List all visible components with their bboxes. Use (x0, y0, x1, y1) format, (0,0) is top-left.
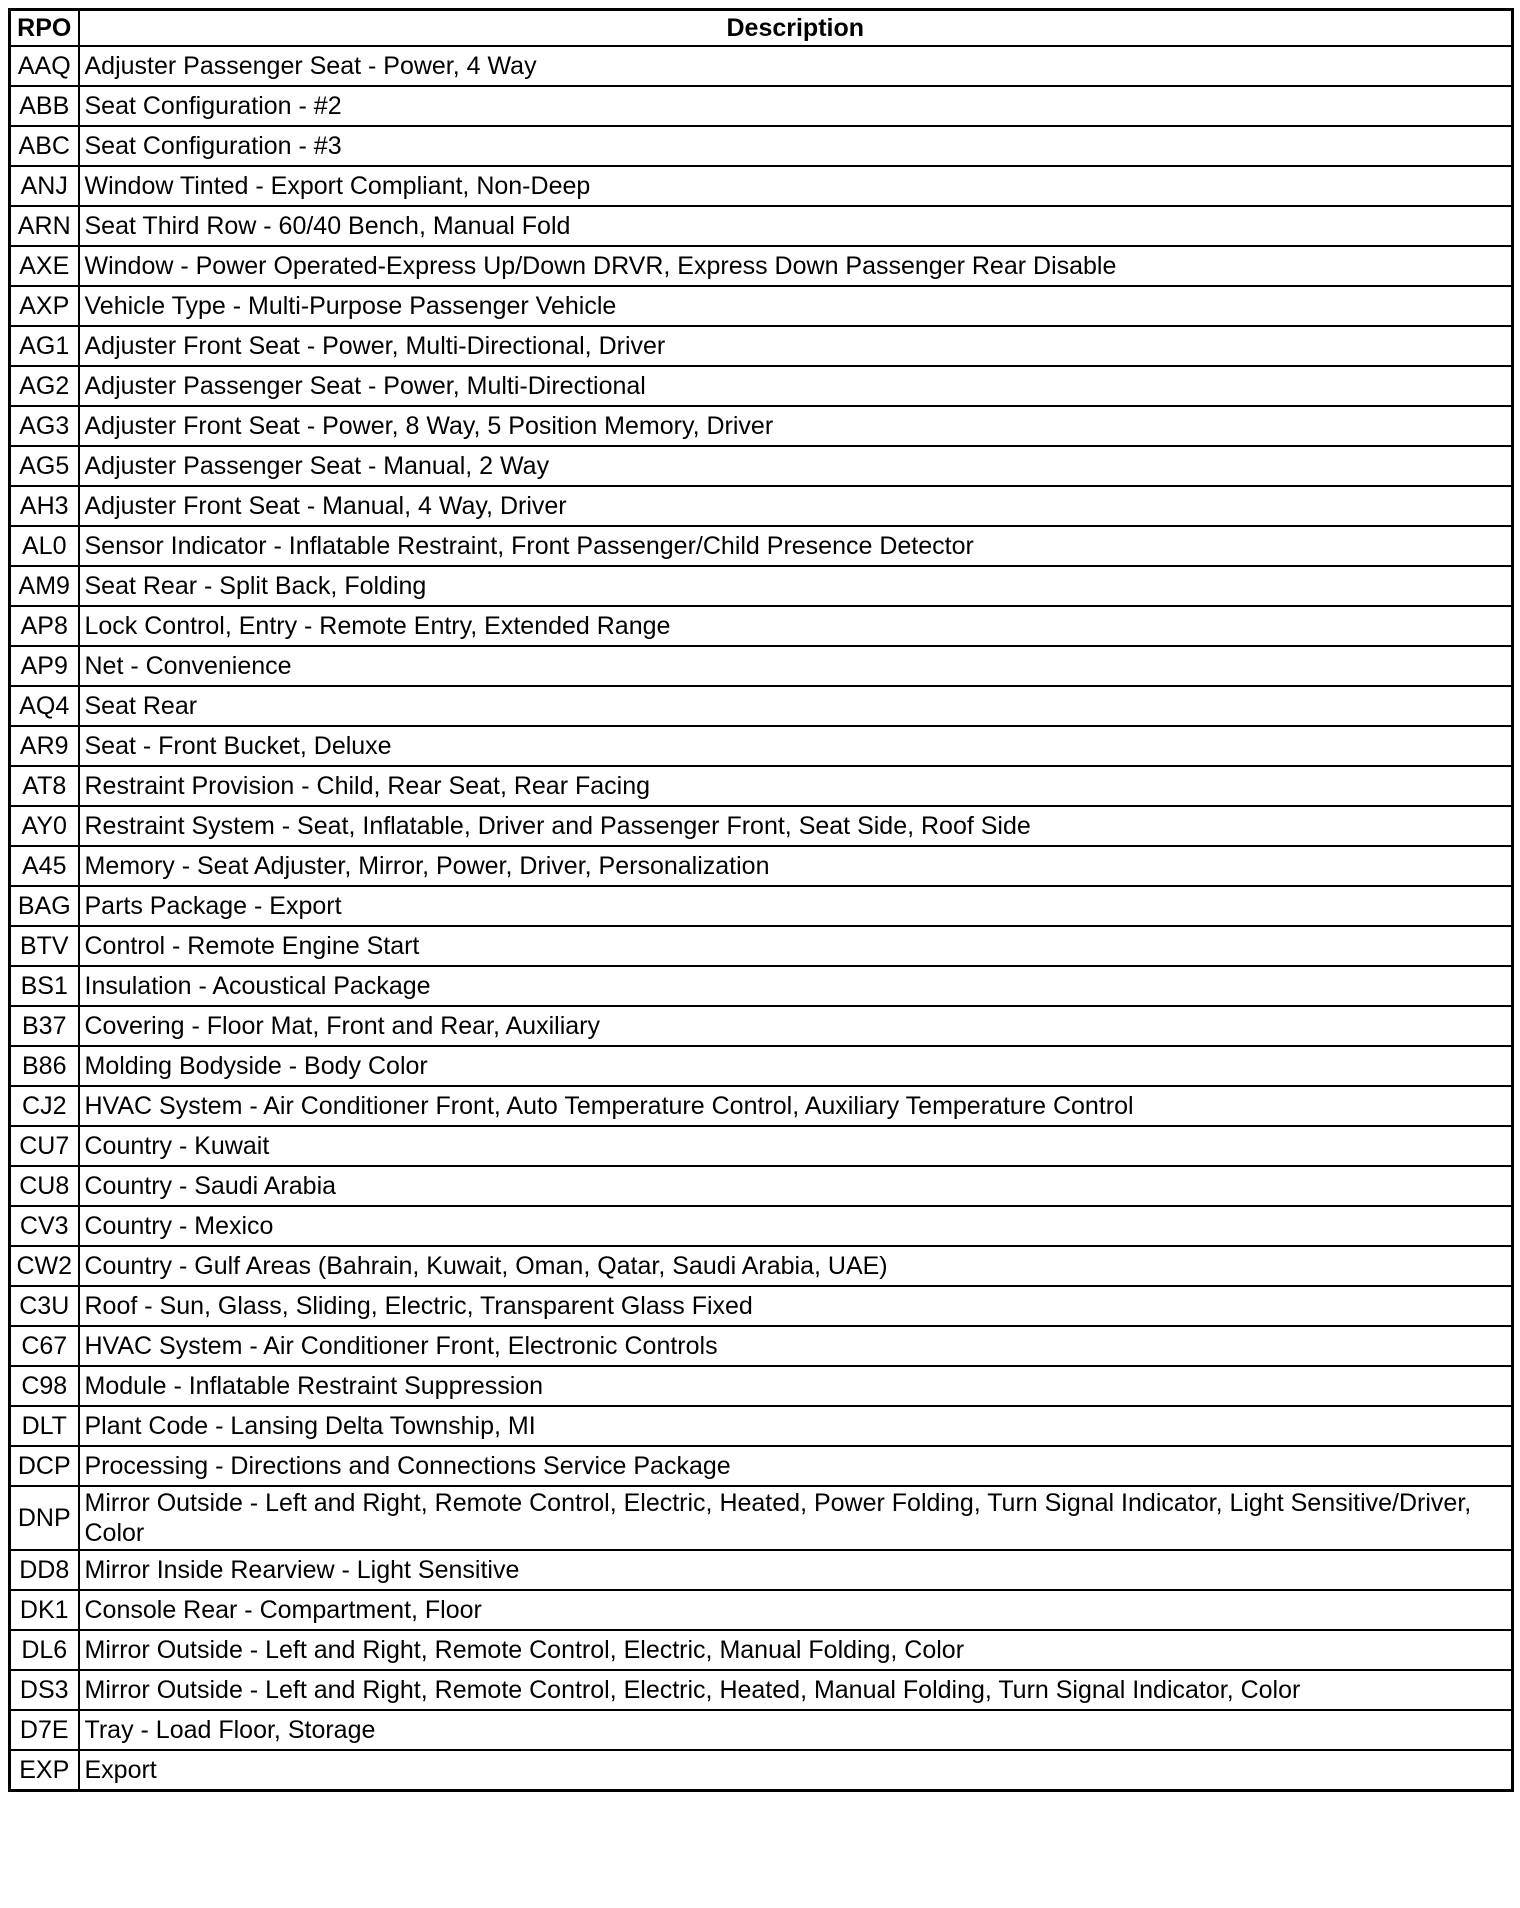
table-row (10, 46, 1513, 86)
table-row (10, 1086, 1513, 1126)
description-cell: Window - Power Operated-Express Up/Down DRVR, Express Down Passenger Rear Disable (79, 246, 1513, 286)
rpo-code-cell: CW2 (10, 1246, 79, 1286)
description-cell: Seat Third Row - 60/40 Bench, Manual Fold (79, 206, 1513, 246)
rpo-code-cell: AT8 (10, 766, 79, 806)
rpo-code-cell: AG5 (10, 446, 79, 486)
rpo-code-cell: BS1 (10, 966, 79, 1006)
table-row (10, 766, 1513, 806)
table-row (10, 606, 1513, 646)
rpo-code-cell: A45 (10, 846, 79, 886)
description-cell: Parts Package - Export (79, 886, 1513, 926)
description-cell: Adjuster Passenger Seat - Power, Multi-Directional (79, 366, 1513, 406)
description-cell: HVAC System - Air Conditioner Front, Auto Temperature Control, Auxiliary Temperature Control (79, 1086, 1513, 1126)
description-cell: Restraint System - Seat, Inflatable, Driver and Passenger Front, Seat Side, Roof Side (79, 806, 1513, 846)
description-cell: Mirror Outside - Left and Right, Remote Control, Electric, Heated, Manual Folding, Turn Signal Indicator, Color (79, 1670, 1513, 1710)
description-cell: Country - Mexico (79, 1206, 1513, 1246)
rpo-code-cell: CU7 (10, 1126, 79, 1166)
table-row (10, 1206, 1513, 1246)
table-row (10, 1166, 1513, 1206)
table-row (10, 486, 1513, 526)
table-row (10, 126, 1513, 166)
rpo-code-cell: AG2 (10, 366, 79, 406)
table-row (10, 1750, 1513, 1791)
table-row (10, 1670, 1513, 1710)
description-cell: Molding Bodyside - Body Color (79, 1046, 1513, 1086)
rpo-code-cell: B37 (10, 1006, 79, 1046)
description-cell: HVAC System - Air Conditioner Front, Electronic Controls (79, 1326, 1513, 1366)
table-row (10, 1630, 1513, 1670)
table-row (10, 366, 1513, 406)
description-cell: Seat Rear (79, 686, 1513, 726)
rpo-code-cell: AAQ (10, 46, 79, 86)
description-cell: Adjuster Passenger Seat - Manual, 2 Way (79, 446, 1513, 486)
table-row (10, 1286, 1513, 1326)
rpo-code-cell: AP8 (10, 606, 79, 646)
table-header (10, 10, 1513, 47)
rpo-code-cell: C3U (10, 1286, 79, 1326)
description-cell: Covering - Floor Mat, Front and Rear, Auxiliary (79, 1006, 1513, 1046)
rpo-code-cell: EXP (10, 1750, 79, 1791)
table-row (10, 166, 1513, 206)
rpo-code-cell: ABB (10, 86, 79, 126)
description-cell: Adjuster Passenger Seat - Power, 4 Way (79, 46, 1513, 86)
rpo-code-cell: DL6 (10, 1630, 79, 1670)
table-row (10, 1126, 1513, 1166)
rpo-code-cell: ANJ (10, 166, 79, 206)
table-row (10, 206, 1513, 246)
rpo-code-cell: AM9 (10, 566, 79, 606)
description-cell: Roof - Sun, Glass, Sliding, Electric, Transparent Glass Fixed (79, 1286, 1513, 1326)
rpo-code-cell: CJ2 (10, 1086, 79, 1126)
description-cell: Country - Kuwait (79, 1126, 1513, 1166)
rpo-code-cell: AQ4 (10, 686, 79, 726)
rpo-column-header: RPO (10, 10, 79, 47)
rpo-code-cell: CU8 (10, 1166, 79, 1206)
description-cell: Memory - Seat Adjuster, Mirror, Power, Driver, Personalization (79, 846, 1513, 886)
rpo-code-cell: ARN (10, 206, 79, 246)
description-cell: Mirror Inside Rearview - Light Sensitive (79, 1550, 1513, 1590)
description-cell: Seat Rear - Split Back, Folding (79, 566, 1513, 606)
table-row (10, 726, 1513, 766)
rpo-code-cell: AH3 (10, 486, 79, 526)
table-row (10, 686, 1513, 726)
table-row (10, 286, 1513, 326)
table-row (10, 1006, 1513, 1046)
rpo-code-cell: DCP (10, 1446, 79, 1486)
table-row (10, 446, 1513, 486)
description-cell: Adjuster Front Seat - Manual, 4 Way, Driver (79, 486, 1513, 526)
table-row (10, 886, 1513, 926)
rpo-code-cell: AL0 (10, 526, 79, 566)
rpo-code-cell: D7E (10, 1710, 79, 1750)
table-body (10, 46, 1513, 1791)
rpo-code-cell: DS3 (10, 1670, 79, 1710)
table-row (10, 966, 1513, 1006)
description-cell: Lock Control, Entry - Remote Entry, Extended Range (79, 606, 1513, 646)
description-cell: Country - Gulf Areas (Bahrain, Kuwait, Oman, Qatar, Saudi Arabia, UAE) (79, 1246, 1513, 1286)
rpo-code-cell: AP9 (10, 646, 79, 686)
rpo-code-cell: AG3 (10, 406, 79, 446)
rpo-code-cell: C67 (10, 1326, 79, 1366)
description-cell: Plant Code - Lansing Delta Township, MI (79, 1406, 1513, 1446)
description-cell: Insulation - Acoustical Package (79, 966, 1513, 1006)
description-cell: Adjuster Front Seat - Power, Multi-Directional, Driver (79, 326, 1513, 366)
header-row (10, 10, 1513, 47)
rpo-code-cell: AXE (10, 246, 79, 286)
description-cell: Net - Convenience (79, 646, 1513, 686)
description-cell: Sensor Indicator - Inflatable Restraint, Front Passenger/Child Presence Detector (79, 526, 1513, 566)
table-row (10, 1550, 1513, 1590)
rpo-code-cell: C98 (10, 1366, 79, 1406)
table-row (10, 1590, 1513, 1630)
table-row (10, 1366, 1513, 1406)
table-row (10, 1046, 1513, 1086)
description-column-header: Description (79, 10, 1513, 47)
rpo-code-cell: BTV (10, 926, 79, 966)
table-row (10, 1710, 1513, 1750)
description-cell: Window Tinted - Export Compliant, Non-Deep (79, 166, 1513, 206)
rpo-table (8, 8, 1514, 1792)
description-cell: Module - Inflatable Restraint Suppression (79, 1366, 1513, 1406)
description-cell: Mirror Outside - Left and Right, Remote Control, Electric, Heated, Power Folding, Turn Signal Indicator, Light Sensitive/Driver, Color (79, 1486, 1513, 1550)
description-cell: Restraint Provision - Child, Rear Seat, Rear Facing (79, 766, 1513, 806)
rpo-code-cell: DK1 (10, 1590, 79, 1630)
table-row (10, 806, 1513, 846)
rpo-code-cell: DNP (10, 1486, 79, 1550)
rpo-code-cell: DD8 (10, 1550, 79, 1590)
rpo-code-cell: AY0 (10, 806, 79, 846)
rpo-code-cell: DLT (10, 1406, 79, 1446)
table-row (10, 926, 1513, 966)
description-cell: Tray - Load Floor, Storage (79, 1710, 1513, 1750)
rpo-code-cell: BAG (10, 886, 79, 926)
rpo-code-cell: CV3 (10, 1206, 79, 1246)
description-cell: Seat Configuration - #3 (79, 126, 1513, 166)
description-cell: Control - Remote Engine Start (79, 926, 1513, 966)
table-row (10, 846, 1513, 886)
description-cell: Seat - Front Bucket, Deluxe (79, 726, 1513, 766)
description-cell: Mirror Outside - Left and Right, Remote Control, Electric, Manual Folding, Color (79, 1630, 1513, 1670)
table-row (10, 1246, 1513, 1286)
table-row (10, 406, 1513, 446)
rpo-code-cell: AR9 (10, 726, 79, 766)
table-row (10, 1406, 1513, 1446)
table-row (10, 566, 1513, 606)
description-cell: Country - Saudi Arabia (79, 1166, 1513, 1206)
rpo-code-cell: B86 (10, 1046, 79, 1086)
description-cell: Processing - Directions and Connections Service Package (79, 1446, 1513, 1486)
description-cell: Adjuster Front Seat - Power, 8 Way, 5 Position Memory, Driver (79, 406, 1513, 446)
table-row (10, 326, 1513, 366)
description-cell: Vehicle Type - Multi-Purpose Passenger Vehicle (79, 286, 1513, 326)
description-cell: Export (79, 1750, 1513, 1791)
table-row (10, 526, 1513, 566)
table-row (10, 646, 1513, 686)
rpo-code-cell: AG1 (10, 326, 79, 366)
description-cell: Seat Configuration - #2 (79, 86, 1513, 126)
table-row (10, 1486, 1513, 1550)
table-row (10, 246, 1513, 286)
table-row (10, 1326, 1513, 1366)
rpo-code-cell: ABC (10, 126, 79, 166)
table-row (10, 1446, 1513, 1486)
table-row (10, 86, 1513, 126)
rpo-code-cell: AXP (10, 286, 79, 326)
description-cell: Console Rear - Compartment, Floor (79, 1590, 1513, 1630)
